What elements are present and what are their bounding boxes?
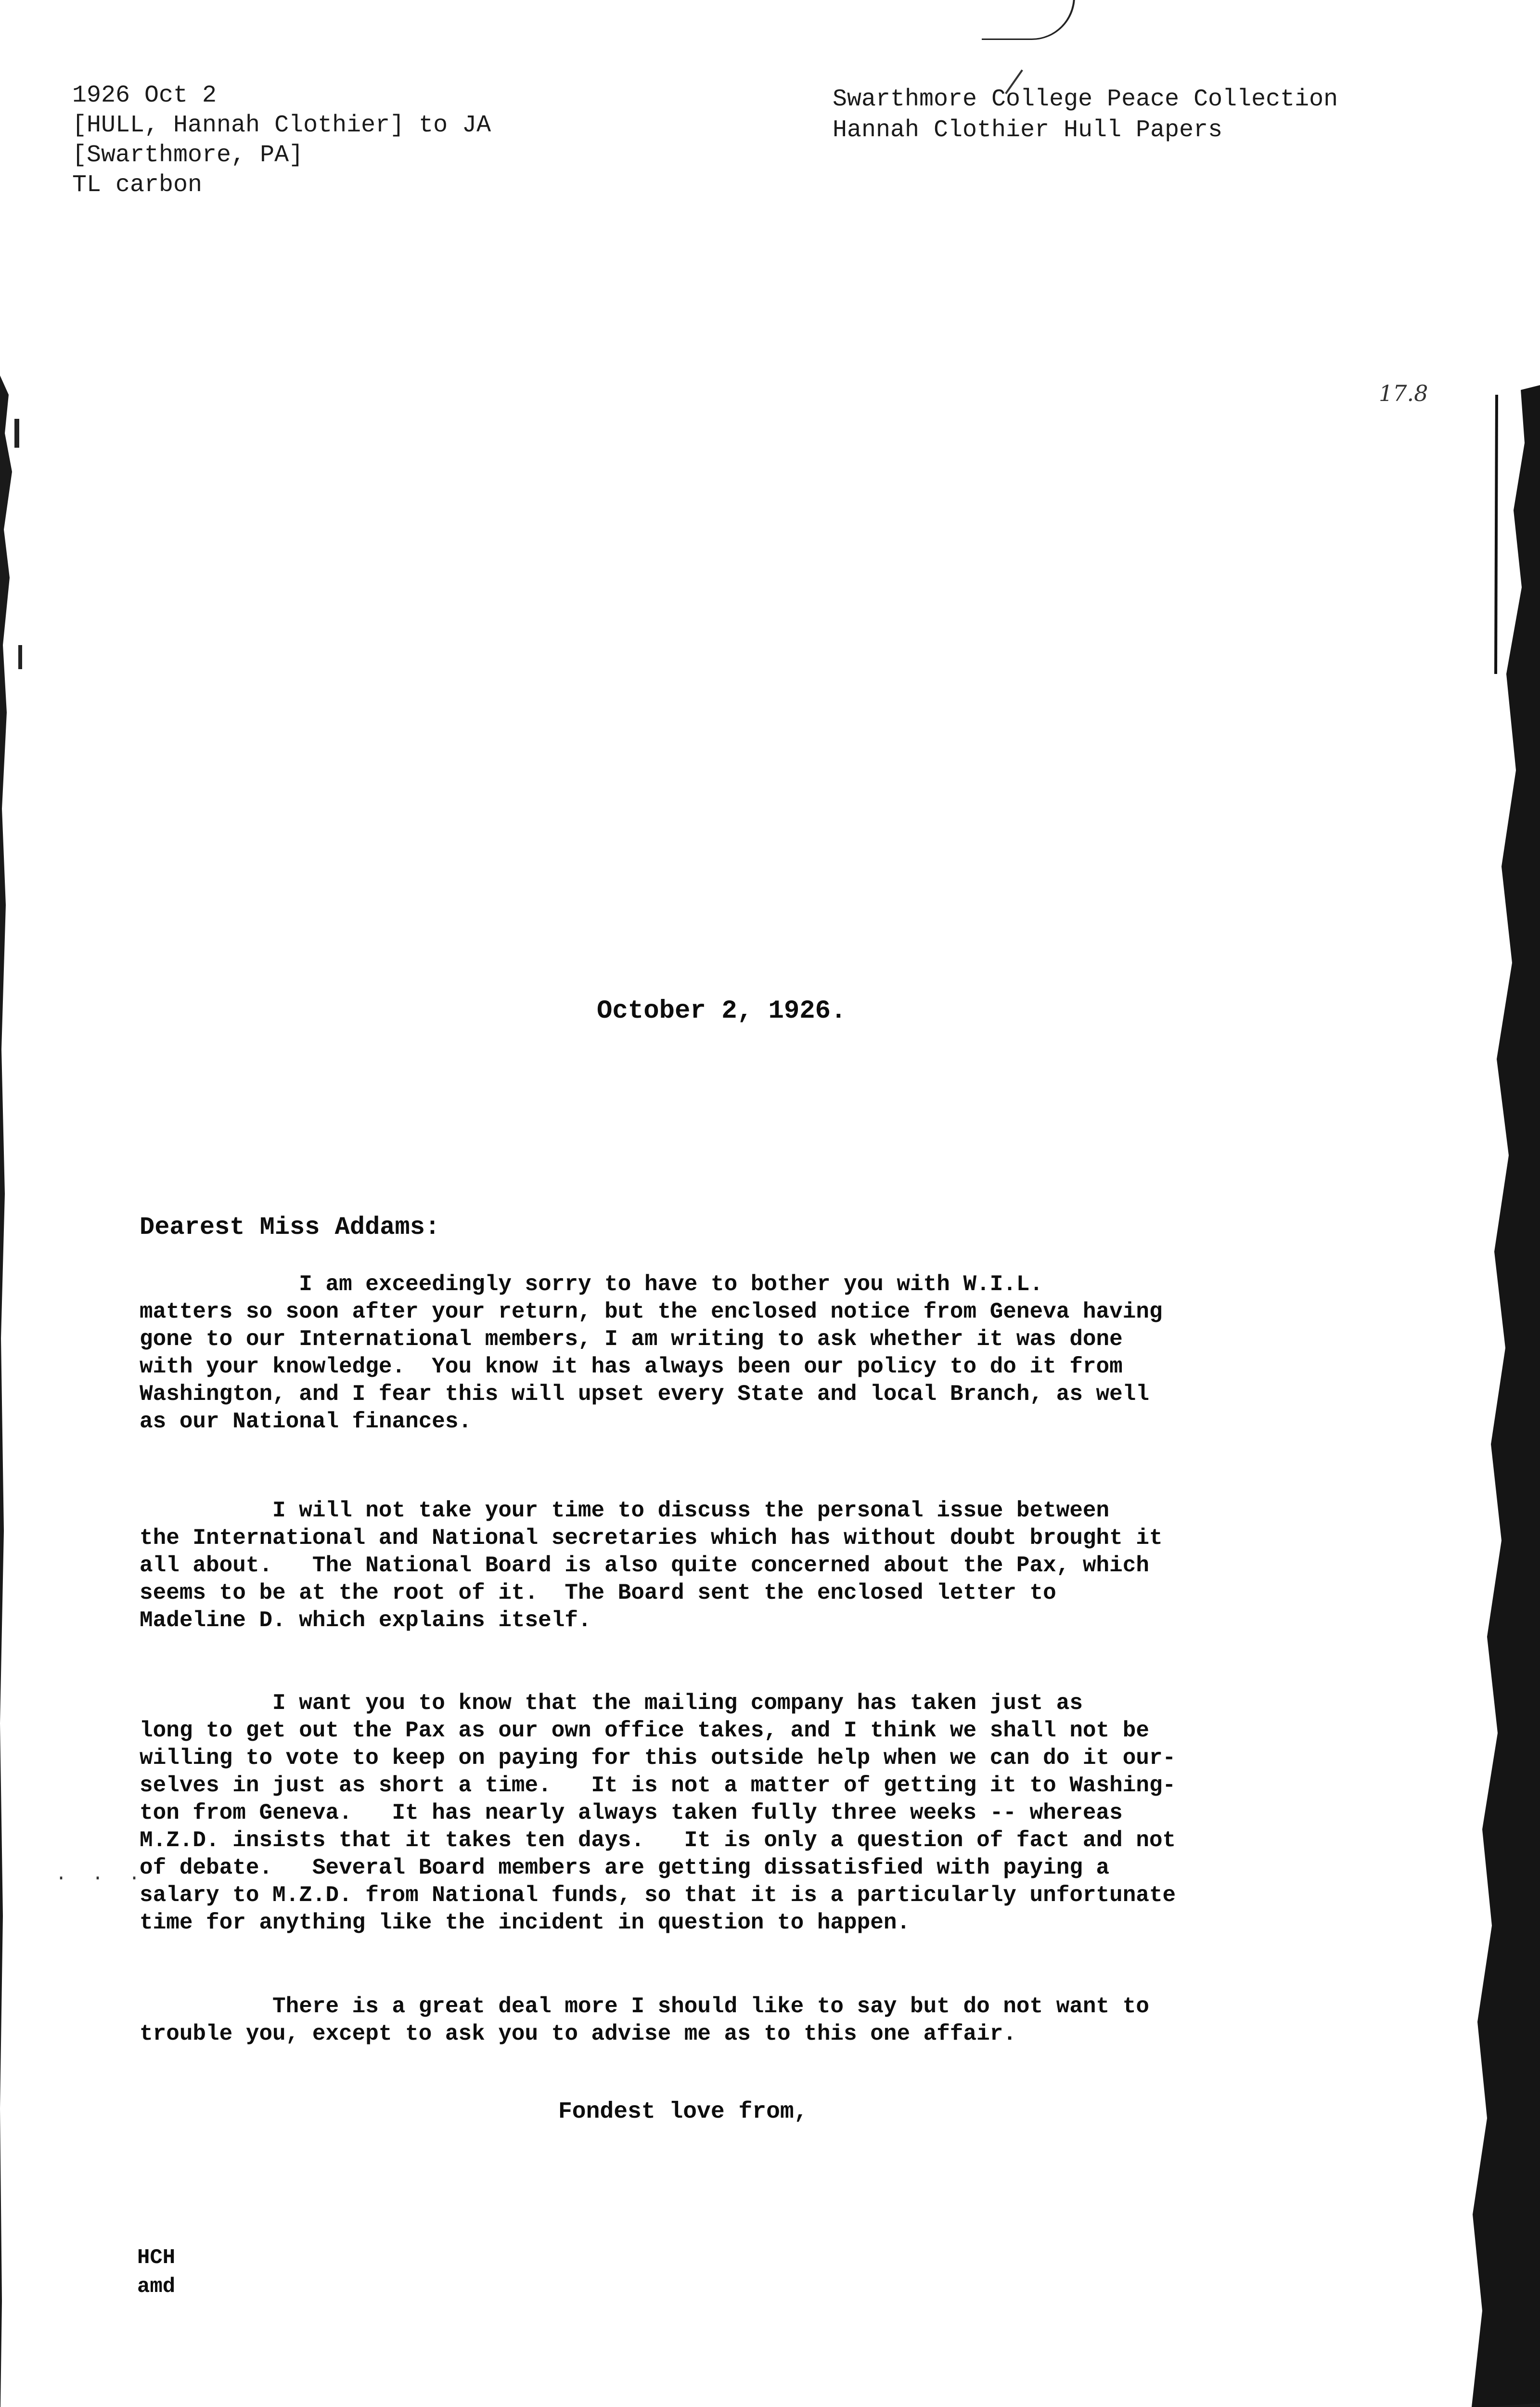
author-initials: HCH: [137, 2246, 176, 2270]
letter-paragraph-4: [140, 1993, 1323, 2048]
letter-paragraph-2: [140, 1497, 1323, 1634]
paragraph-line: willing to vote to keep on paying for this outside help when we can do it our-: [140, 1746, 1176, 1771]
letter-closing: Fondest love from,: [558, 2099, 808, 2125]
scan-edge-right: [1468, 385, 1540, 2407]
citation-format: TL carbon: [72, 171, 203, 199]
typist-initials-line: amd: [137, 2275, 176, 2299]
paragraph-line: trouble you, except to ask you to advise me as to this one affair.: [140, 2021, 1016, 2046]
typist-initials: [137, 2243, 175, 2301]
collection-papers: Hannah Clothier Hull Papers: [833, 116, 1223, 144]
paragraph-line: of debate. Several Board members are getting dissatisfied with paying a: [140, 1855, 1110, 1880]
archive-citation: [72, 81, 491, 200]
paragraph-line: with your knowledge. You know it has always been our policy to do it from: [140, 1354, 1123, 1379]
letter-date: October 2, 1926.: [597, 996, 847, 1026]
paragraph-line: the International and National secretaries which has without doubt brought it: [140, 1526, 1163, 1551]
scan-artifact-top: [982, 0, 1075, 40]
letter-salutation: Dearest Miss Addams:: [140, 1213, 440, 1242]
citation-date: 1926 Oct 2: [72, 82, 217, 109]
paragraph-line: I want you to know that the mailing company has taken just as: [140, 1691, 1083, 1716]
scan-edge-bottom: [0, 2394, 1540, 2407]
scan-speckle: · · ·: [55, 1868, 147, 1889]
paragraph-line: Washington, and I fear this will upset every State and local Branch, as well: [140, 1382, 1149, 1407]
paragraph-line: as our National finances.: [140, 1409, 472, 1434]
scan-edge-left: [0, 375, 34, 2407]
paragraph-line: matters so soon after your return, but the enclosed notice from Geneva having: [140, 1299, 1163, 1324]
paragraph-line: gone to our International members, I am writing to ask whether it was done: [140, 1327, 1123, 1352]
citation-correspondents: [HULL, Hannah Clothier] to JA: [72, 112, 491, 139]
citation-place: [Swarthmore, PA]: [72, 142, 304, 169]
paragraph-line: selves in just as short a time. It is not a matter of getting it to Washing-: [140, 1773, 1176, 1798]
paragraph-line: I will not take your time to discuss the personal issue between: [140, 1498, 1110, 1523]
paragraph-line: seems to be at the root of it. The Board sent the enclosed letter to: [140, 1580, 1056, 1605]
collection-label: [833, 84, 1338, 146]
paragraph-line: There is a great deal more I should like to say but do not want to: [140, 1994, 1149, 2019]
paragraph-line: all about. The National Board is also quite concerned about the Pax, which: [140, 1553, 1149, 1578]
paragraph-line: Madeline D. which explains itself.: [140, 1608, 591, 1633]
paragraph-line: ton from Geneva. It has nearly always taken fully three weeks -- whereas: [140, 1800, 1123, 1825]
paragraph-line: salary to M.Z.D. from National funds, so that it is a particularly unfortunate: [140, 1883, 1176, 1908]
pencil-annotation: 17.8: [1379, 380, 1428, 406]
paragraph-line: long to get out the Pax as our own office takes, and I think we shall not be: [140, 1718, 1149, 1743]
collection-name: Swarthmore College Peace Collection: [833, 86, 1338, 113]
letter-paragraph-3: [140, 1690, 1323, 1937]
paragraph-line: I am exceedingly sorry to have to bother you with W.I.L.: [140, 1272, 1043, 1297]
letter-paragraph-1: [140, 1271, 1323, 1436]
paragraph-line: time for anything like the incident in question to happen.: [140, 1910, 911, 1935]
paragraph-line: M.Z.D. insists that it takes ten days. It is only a question of fact and not: [140, 1828, 1176, 1853]
